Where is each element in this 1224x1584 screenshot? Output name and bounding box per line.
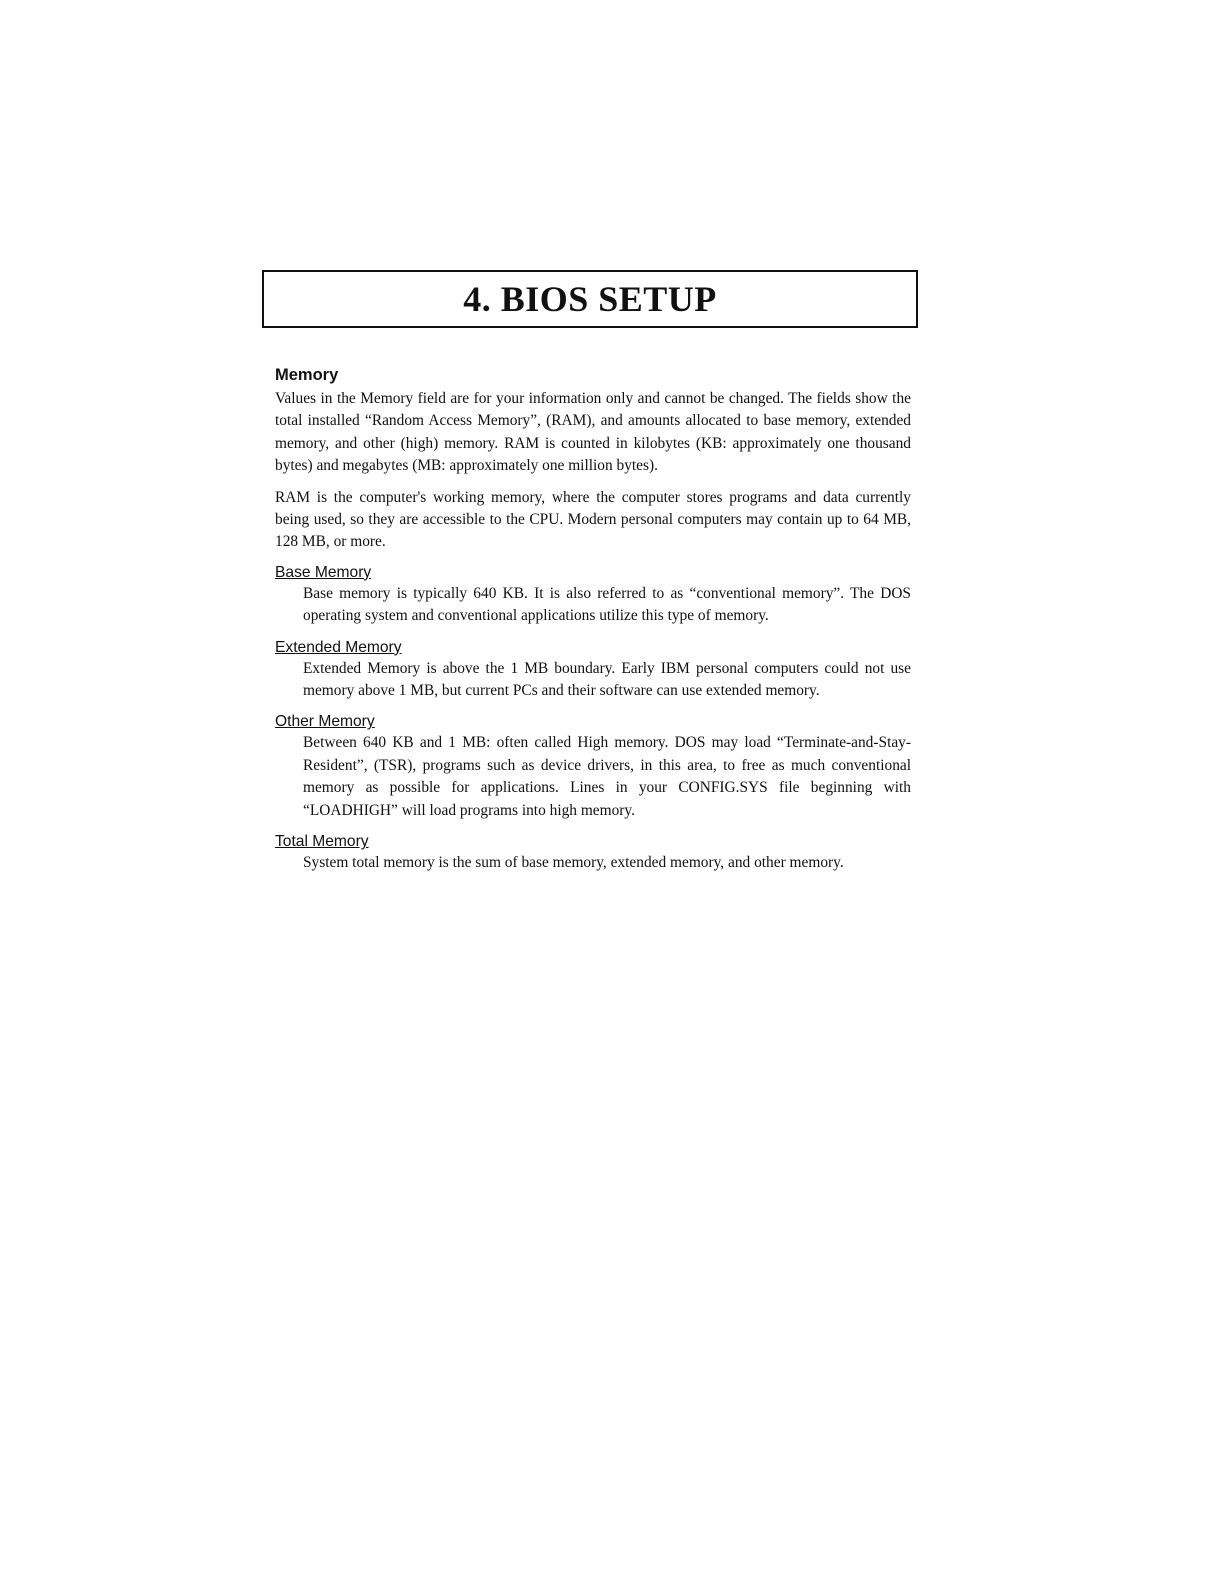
chapter-title-box bbox=[262, 270, 918, 328]
subsection-body: Extended Memory is above the 1 MB boundary. Early IBM personal computers could not use memory above 1 MB, but current PCs and their software can use extended memory. bbox=[303, 659, 911, 700]
chapter-title: 4. BIOS SETUP bbox=[463, 279, 717, 319]
subsection-title: Other Memory bbox=[275, 713, 375, 731]
memory-paragraph-2: RAM is the computer's working memory, where the computer stores programs and data currently being used, so they are accessible to the CPU. Modern personal computers may contain up to 64 MB, 128 MB, or more. bbox=[275, 488, 911, 551]
subsection-body: Base memory is typically 640 KB. It is also referred to as “conventional memory”. The DOS operating system and conventional applications utilize this type of memory. bbox=[303, 584, 911, 625]
section-heading-memory: Memory bbox=[275, 366, 339, 384]
subsection-body: System total memory is the sum of base memory, extended memory, and other memory. bbox=[303, 854, 844, 872]
subsection-base-memory bbox=[275, 563, 911, 628]
subsection-total-memory bbox=[275, 832, 911, 874]
subsection-extended-memory bbox=[275, 638, 911, 703]
subsection-title: Total Memory bbox=[275, 833, 369, 851]
subsection-title: Base Memory bbox=[275, 563, 372, 581]
memory-paragraph-1: Values in the Memory field are for your information only and cannot be changed. The fields show the total installed “Random Access Memory”, (RAM), and amounts allocated to base memory, extended memory, and other (high) memory. RAM is counted in kilobytes (KB: approximately one thousand bytes) and megabytes (MB: approximately one million bytes). bbox=[275, 390, 911, 475]
subsection-body: Between 640 KB and 1 MB: often called High memory. DOS may load “Terminate-and-Stay-Resident”, (TSR), programs such as device drivers, in this area, to free as much conventional memory as possible for applications. Lines in your CONFIG.SYS file beginning with “LOADHIGH” will load programs into high memory. bbox=[303, 734, 911, 819]
page-content bbox=[275, 366, 911, 885]
subsection-title: Extended Memory bbox=[275, 638, 402, 656]
subsection-other-memory bbox=[275, 712, 911, 822]
